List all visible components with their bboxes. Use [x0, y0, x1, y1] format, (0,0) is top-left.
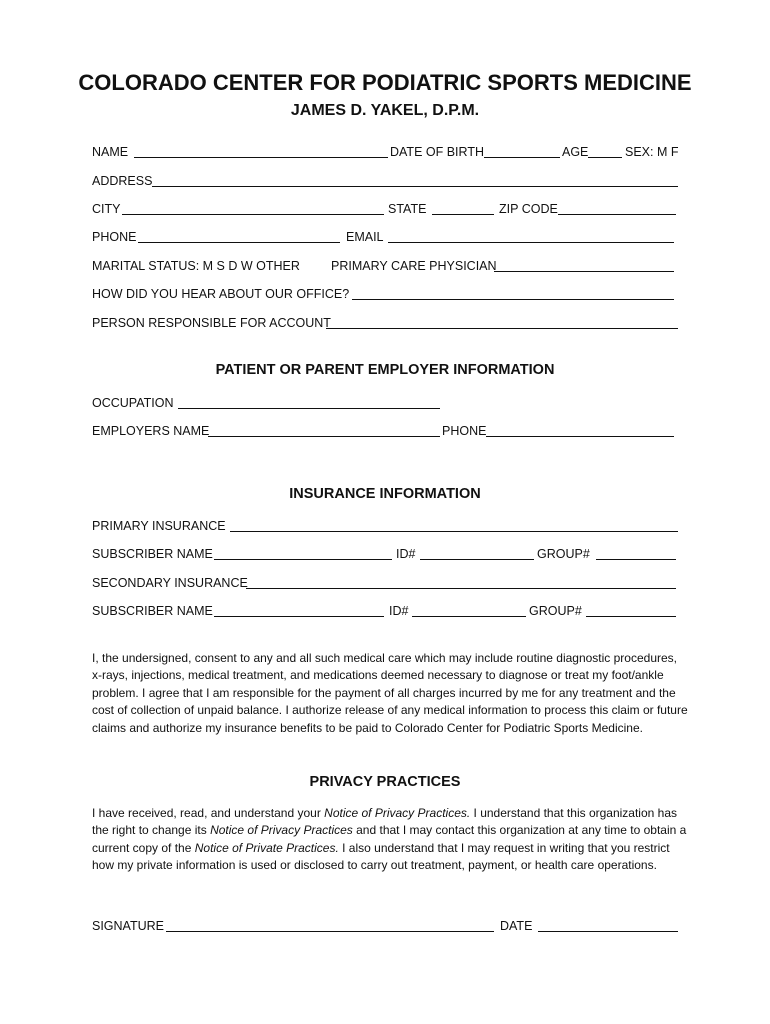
- date-field[interactable]: [538, 931, 678, 932]
- id-1-label: ID#: [396, 547, 416, 561]
- state-label: STATE: [388, 202, 427, 216]
- phone-label: PHONE: [92, 230, 137, 244]
- row-subscriber-1: [92, 545, 682, 563]
- responsible-field[interactable]: [326, 328, 678, 329]
- referral-field[interactable]: [352, 299, 674, 300]
- marital-status-label: MARITAL STATUS: M S D W OTHER: [92, 259, 300, 273]
- id-2-label: ID#: [389, 604, 409, 618]
- row-phone: [92, 228, 682, 246]
- signature-field[interactable]: [166, 931, 494, 932]
- privacy-heading: PRIVACY PRACTICES: [309, 774, 461, 790]
- row-referral: [92, 285, 682, 303]
- privacy-paragraph: [92, 805, 688, 875]
- row-employer: [92, 422, 682, 440]
- group-1-field[interactable]: [596, 559, 676, 560]
- form-title: COLORADO CENTER FOR PODIATRIC SPORTS MEDICINE: [78, 70, 692, 95]
- address-label: ADDRESS: [92, 174, 153, 188]
- subscriber-1-field[interactable]: [214, 559, 392, 560]
- employer-phone-label: PHONE: [442, 424, 487, 438]
- group-2-field[interactable]: [586, 616, 676, 617]
- privacy-text-4: I also understand that I may request in writing that you restrict how my private information is used or disclosed to carry out treatment, payment, or health care operations.: [92, 840, 670, 873]
- privacy-notice-2: Notice of Privacy Practices: [210, 823, 353, 838]
- row-signature: [92, 917, 682, 935]
- age-label: AGE: [562, 145, 589, 159]
- dob-label: DATE OF BIRTH: [390, 145, 484, 159]
- signature-label: SIGNATURE: [92, 919, 164, 933]
- privacy-notice-3: Notice of Private Practices.: [194, 840, 339, 855]
- row-subscriber-2: [92, 602, 682, 620]
- privacy-notice-1: Notice of Privacy Practices.: [324, 806, 471, 820]
- address-field[interactable]: [152, 186, 678, 187]
- email-field[interactable]: [388, 242, 674, 243]
- age-field[interactable]: [588, 157, 622, 158]
- sex-label: SEX: M F: [625, 145, 679, 159]
- subscriber-1-label: SUBSCRIBER NAME: [92, 547, 213, 561]
- row-secondary-insurance: [92, 574, 682, 592]
- employer-phone-field[interactable]: [486, 436, 674, 437]
- row-occupation: [92, 394, 682, 412]
- physician-label: PRIMARY CARE PHYSICIAN: [331, 259, 497, 273]
- employer-name-label: EMPLOYERS NAME: [92, 424, 210, 438]
- referral-label: HOW DID YOU HEAR ABOUT OUR OFFICE?: [92, 287, 350, 301]
- zip-label: ZIP CODE: [499, 202, 558, 216]
- primary-insurance-label: PRIMARY INSURANCE: [92, 519, 226, 533]
- insurance-heading: INSURANCE INFORMATION: [289, 486, 481, 502]
- date-label: DATE: [500, 919, 533, 933]
- row-responsible: [92, 314, 682, 332]
- id-1-field[interactable]: [420, 559, 534, 560]
- email-label: EMAIL: [346, 230, 384, 244]
- consent-paragraph: I, the undersigned, consent to any and all such medical care which may include routine diagnostic procedures, x-rays, injections, medical treatment, and medications deemed necessary to diagnose or treat my foot/ankle problem. I agree that I am responsible for the payment of all charges incurred by me for any treatment and the cost of collection of unpaid balance. I authorize release of any medical information to process this claim or future claims and authorize my insurance benefits to be paid to Colorado Center for Podiatric Sports Medicine.: [92, 651, 688, 735]
- row-marital: [92, 257, 682, 275]
- doctor-name: JAMES D. YAKEL, D.P.M.: [290, 102, 480, 119]
- zip-field[interactable]: [558, 214, 676, 215]
- name-field[interactable]: [134, 157, 388, 158]
- physician-field[interactable]: [494, 271, 674, 272]
- subscriber-2-field[interactable]: [214, 616, 384, 617]
- occupation-field[interactable]: [178, 408, 440, 409]
- row-address: [92, 172, 682, 190]
- row-primary-insurance: [92, 517, 682, 535]
- group-2-label: GROUP#: [529, 604, 582, 618]
- city-field[interactable]: [122, 214, 384, 215]
- privacy-text-3: and that I may contact this organization at any time to obtain a current copy of the: [92, 823, 687, 855]
- secondary-insurance-label: SECONDARY INSURANCE: [92, 576, 248, 590]
- responsible-label: PERSON RESPONSIBLE FOR ACCOUNT: [92, 316, 331, 330]
- privacy-text-1: I have received, read, and understand your: [92, 806, 325, 820]
- state-field[interactable]: [432, 214, 494, 215]
- occupation-label: OCCUPATION: [92, 396, 174, 410]
- name-label: NAME: [92, 145, 129, 159]
- secondary-insurance-field[interactable]: [246, 588, 676, 589]
- employer-heading: PATIENT OR PARENT EMPLOYER INFORMATION: [215, 362, 555, 378]
- row-city: [92, 200, 682, 218]
- privacy-text-2: I understand that this organization has the right to change its: [92, 806, 678, 838]
- employer-name-field[interactable]: [208, 436, 440, 437]
- phone-field[interactable]: [138, 242, 340, 243]
- subscriber-2-label: SUBSCRIBER NAME: [92, 604, 213, 618]
- dob-field[interactable]: [484, 157, 560, 158]
- city-label: CITY: [92, 202, 121, 216]
- primary-insurance-field[interactable]: [230, 531, 678, 532]
- row-name: [92, 143, 682, 161]
- id-2-field[interactable]: [412, 616, 526, 617]
- group-1-label: GROUP#: [537, 547, 590, 561]
